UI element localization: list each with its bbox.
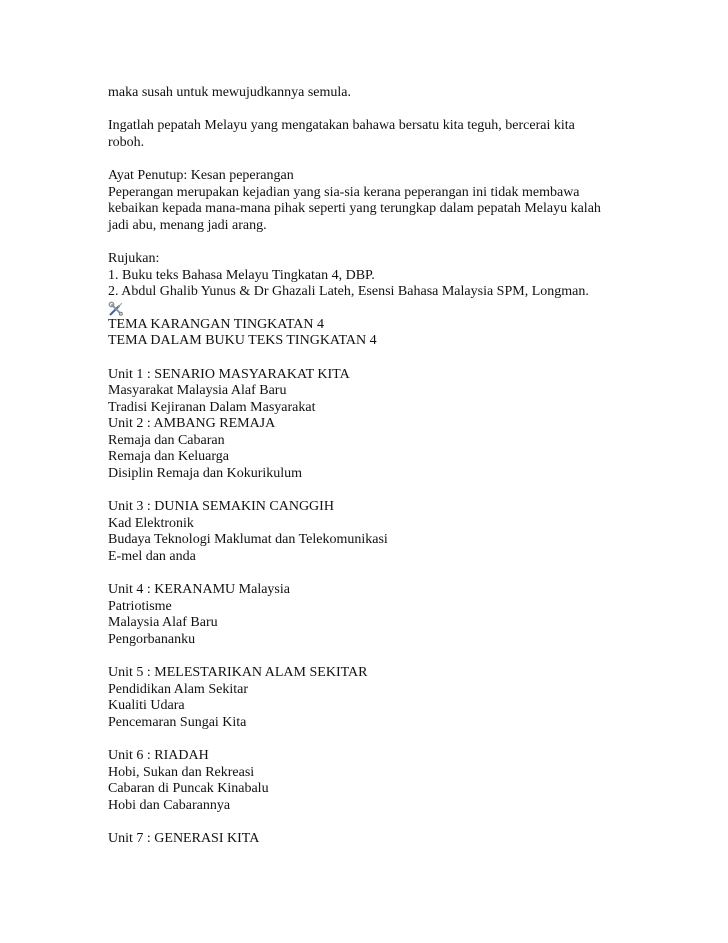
unit-topic: Kualiti Udara [108, 698, 185, 714]
text-line: kebaikan kepada mana-mana pihak seperti yang terungkap dalam pepatah Melayu kalah [108, 201, 601, 217]
theme-title: TEMA DALAM BUKU TEKS TINGKATAN 4 [108, 333, 377, 349]
unit-topic: Disiplin Remaja dan Kokurikulum [108, 466, 303, 482]
unit-2 [108, 416, 668, 482]
document-page [108, 85, 668, 848]
unit-topic: Patriotisme [108, 598, 172, 614]
unit-3 [108, 499, 668, 565]
unit-title: Unit 5 : MELESTARIKAN ALAM SEKITAR [108, 665, 368, 681]
unit-topic: E-mel dan anda [108, 549, 196, 565]
unit-title: Unit 7 : GENERASI KITA [108, 831, 260, 847]
text-line: maka susah untuk mewujudkannya semula. [108, 85, 352, 100]
reference-item: 2. Abdul Ghalib Yunus & Dr Ghazali Lateh, Esensi Bahasa Malaysia SPM, Longman. [108, 284, 589, 300]
text-line: Peperangan merupakan kejadian yang sia-sia kerana peperangan ini tidak membawa [108, 184, 580, 200]
tools-icon [108, 301, 124, 317]
unit-topic: Pengorbananku [108, 632, 196, 647]
unit-topic: Masyarakat Malaysia Alaf Baru [108, 383, 287, 399]
unit-title: Unit 2 : AMBANG REMAJA [108, 416, 276, 432]
reference-item: 1. Buku teks Bahasa Melayu Tingkatan 4, DBP. [108, 267, 375, 283]
unit-topic: Hobi dan Cabarannya [108, 797, 231, 813]
unit-title: Unit 1 : SENARIO MASYARAKAT KITA [108, 366, 350, 382]
unit-topic: Pencemaran Sungai Kita [108, 714, 247, 730]
unit-title: Unit 4 : KERANAMU Malaysia [108, 582, 290, 598]
unit-5 [108, 665, 668, 731]
unit-topic: Hobi, Sukan dan Rekreasi [108, 764, 255, 780]
proverb-paragraph [108, 118, 668, 151]
references-heading: Rujukan: [108, 250, 160, 266]
unit-title: Unit 3 : DUNIA SEMAKIN CANGGIH [108, 499, 334, 515]
text-line: jadi abu, menang jadi arang. [108, 217, 267, 233]
closing-heading: Ayat Penutup: Kesan peperangan [108, 167, 294, 183]
text-line: Ingatlah pepatah Melayu yang mengatakan bahawa bersatu kita teguh, bercerai kita [108, 118, 575, 134]
unit-topic: Kad Elektronik [108, 515, 194, 531]
themes-header [108, 317, 668, 350]
unit-7 [108, 831, 668, 848]
unit-topic: Budaya Teknologi Maklumat dan Telekomunikasi [108, 532, 388, 548]
intro-paragraph [108, 85, 668, 102]
theme-title: TEMA KARANGAN TINGKATAN 4 [108, 316, 325, 332]
unit-topic: Cabaran di Puncak Kinabalu [108, 781, 269, 797]
text-line: roboh. [108, 134, 145, 150]
closing-paragraph [108, 168, 668, 234]
unit-topic: Remaja dan Cabaran [108, 432, 225, 448]
unit-4 [108, 582, 668, 648]
unit-6 [108, 748, 668, 814]
unit-1 [108, 367, 668, 417]
unit-topic: Malaysia Alaf Baru [108, 615, 218, 631]
unit-topic: Pendidikan Alam Sekitar [108, 681, 248, 697]
unit-topic: Tradisi Kejiranan Dalam Masyarakat [108, 399, 316, 415]
references-section [108, 251, 668, 301]
unit-topic: Remaja dan Keluarga [108, 449, 230, 465]
unit-title: Unit 6 : RIADAH [108, 748, 209, 764]
